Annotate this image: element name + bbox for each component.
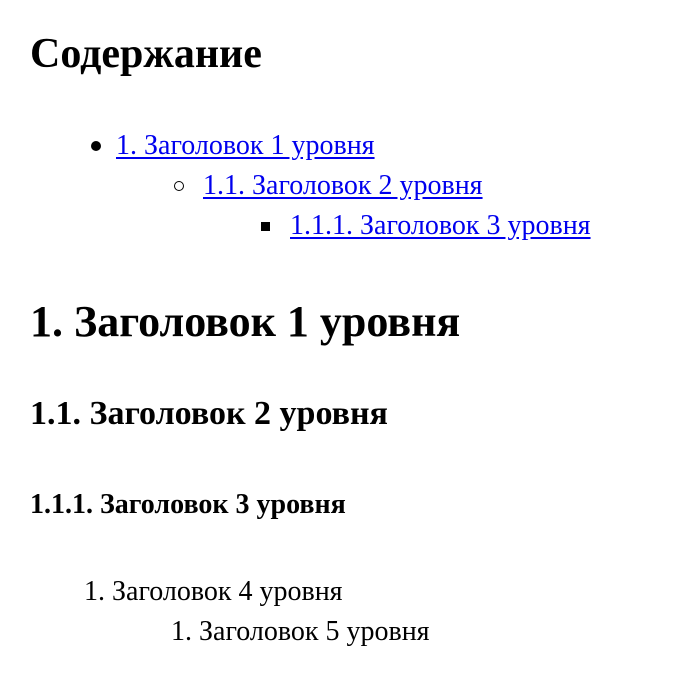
- heading-level-5: [171, 614, 430, 650]
- toc-link-heading-3[interactable]: 1.1.1. Заголовок 3 уровня: [290, 210, 591, 241]
- toc-item-level-3: [290, 208, 591, 244]
- heading-level-4-text: Заголовок 4 уровня: [112, 576, 343, 607]
- toc-title: Содержание: [30, 31, 262, 77]
- square-bullet-icon: [261, 222, 270, 231]
- heading-level-5-number: 1.: [171, 616, 192, 647]
- heading-level-5-text: Заголовок 5 уровня: [199, 616, 430, 647]
- heading-level-3: 1.1.1. Заголовок 3 уровня: [30, 489, 346, 520]
- toc-link-heading-1[interactable]: 1. Заголовок 1 уровня: [116, 130, 375, 161]
- heading-level-4-number: 1.: [84, 576, 105, 607]
- heading-level-1: 1. Заголовок 1 уровня: [30, 297, 461, 346]
- circle-bullet-icon: [174, 181, 184, 191]
- heading-level-4: [84, 574, 343, 610]
- toc-item-level-1: [116, 128, 375, 164]
- disc-bullet-icon: [91, 141, 101, 151]
- heading-level-2: 1.1. Заголовок 2 уровня: [30, 395, 388, 432]
- toc-link-heading-2[interactable]: 1.1. Заголовок 2 уровня: [203, 170, 483, 201]
- toc-item-level-2: [203, 168, 483, 204]
